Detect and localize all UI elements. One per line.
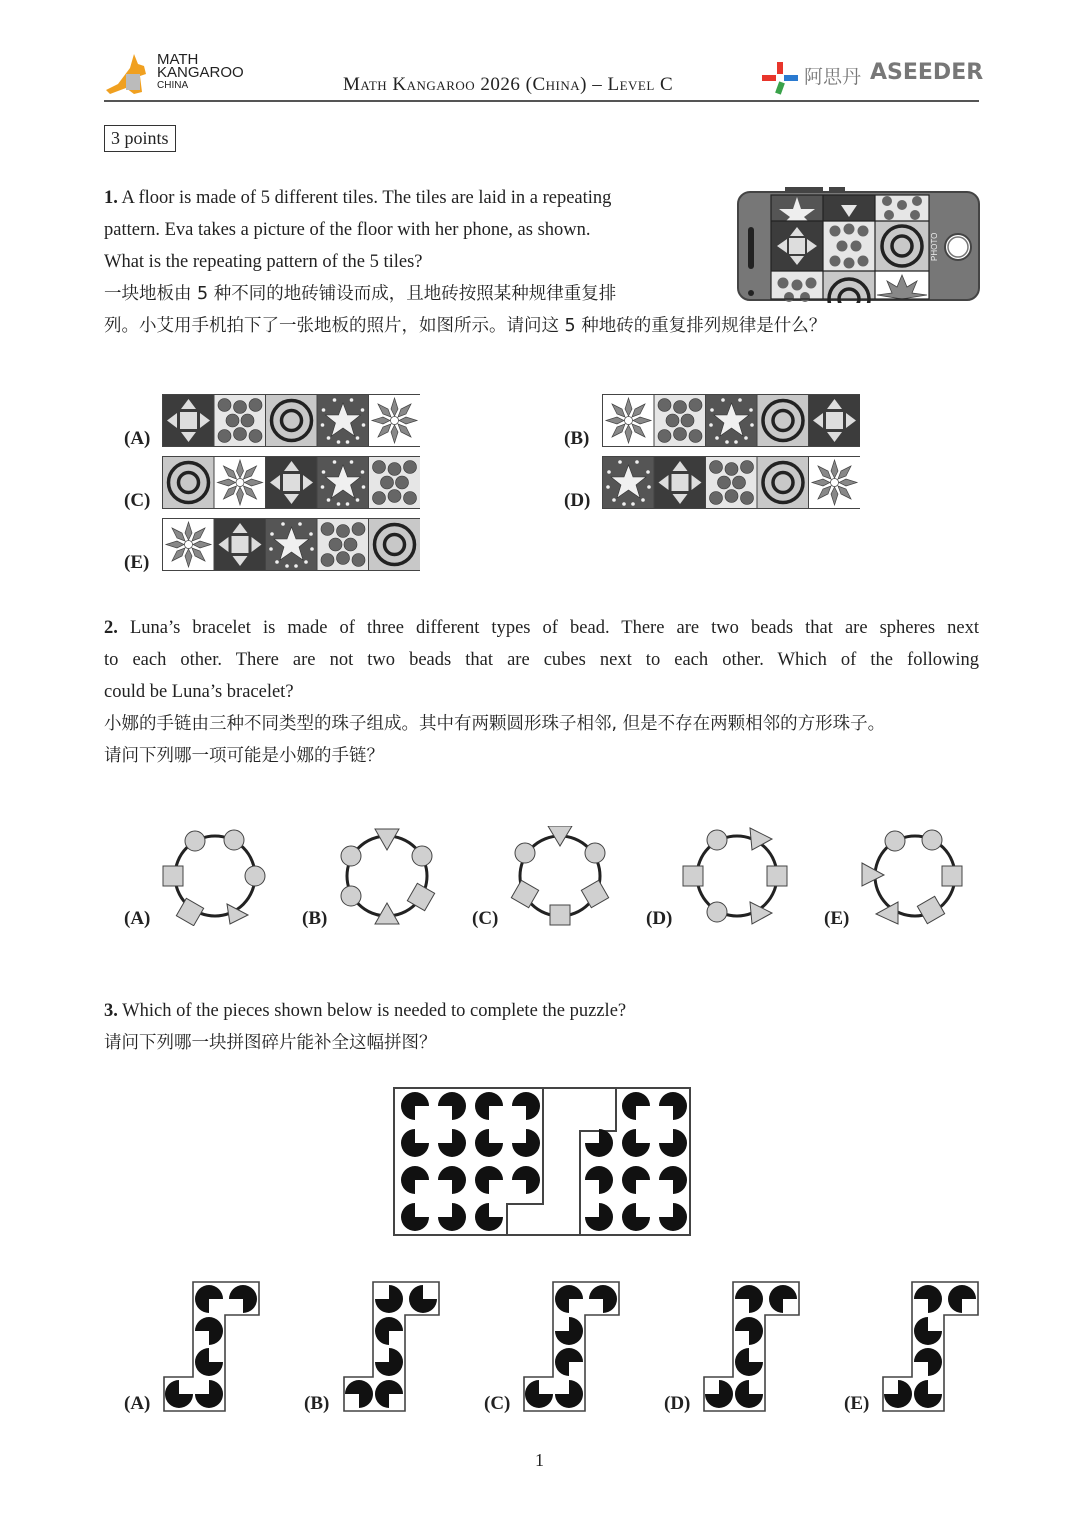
q2-line-en-2: to each other. There are not two beads that are cubes next to each other. Which of the following: [104, 650, 979, 670]
aseeder-star-icon: [760, 58, 800, 98]
phone-figure: [737, 187, 981, 303]
q1-line-cn-2: 列。小艾用手机拍下了一张地板的照片，如图所示。请问这 5 种地砖的重复排列规律是什么？: [104, 316, 827, 336]
aseeder-en-name: ASEEDER: [870, 60, 984, 85]
q3-option-c-piece[interactable]: [523, 1281, 621, 1413]
q2-option-d-bracelet[interactable]: [680, 826, 790, 926]
q2-option-c-bracelet[interactable]: [505, 826, 615, 926]
q2-option-d-label[interactable]: (D): [646, 908, 673, 929]
page-header-title: Math Kangaroo 2026 (China) – Level C: [343, 74, 674, 95]
q2-option-e-bracelet[interactable]: [858, 826, 968, 926]
q1-line-en-1: 1. A floor is made of 5 different tiles. The tiles are laid in a repeating: [104, 188, 612, 208]
q1-option-e-strip[interactable]: [162, 518, 420, 571]
q2-line-cn-2: 请问下列哪一项可能是小娜的手链？: [104, 746, 384, 766]
q1-option-e-label[interactable]: (E): [124, 552, 150, 573]
math-kangaroo-wordmark: [157, 53, 244, 92]
question-3-text: [104, 995, 979, 1059]
q3-line-en-1: 3. Which of the pieces shown below is needed to complete the puzzle?: [104, 1001, 627, 1021]
logo-line-kangaroo: KANGAROO: [157, 64, 244, 81]
q1-option-c-strip[interactable]: [162, 456, 420, 509]
q3-option-a-label[interactable]: (A): [124, 1393, 151, 1414]
logo-line-math: MATH: [157, 51, 199, 68]
q2-option-b-bracelet[interactable]: [332, 826, 442, 926]
q3-puzzle-figure: [393, 1087, 691, 1237]
q2-option-c-label[interactable]: (C): [472, 908, 499, 929]
q2-option-a-label[interactable]: (A): [124, 908, 151, 929]
q3-option-b-piece[interactable]: [343, 1281, 441, 1413]
q3-option-b-label[interactable]: (B): [304, 1393, 330, 1414]
q1-option-c-label[interactable]: (C): [124, 490, 151, 511]
logo-line-china: CHINA: [157, 80, 189, 91]
q1-option-d-strip[interactable]: [602, 456, 860, 509]
q3-option-e-label[interactable]: (E): [844, 1393, 870, 1414]
q3-option-d-piece[interactable]: [703, 1281, 801, 1413]
question-1-text: [104, 182, 714, 310]
header-divider: [104, 100, 979, 102]
q2-option-b-label[interactable]: (B): [302, 908, 328, 929]
aseeder-cn-name: 阿思丹: [804, 66, 862, 88]
q3-option-c-label[interactable]: (C): [484, 1393, 511, 1414]
page-number: 1: [535, 1450, 544, 1470]
q2-line-cn-1: 小娜的手链由三种不同类型的珠子组成。其中有两颗圆形珠子相邻, 但是不存在两颗相邻的方形珠子。: [104, 714, 886, 734]
phone-photo-label: PHOTO: [930, 232, 939, 261]
q1-line-en-2: pattern. Eva takes a picture of the floor with her phone, as shown.: [104, 220, 591, 240]
q1-option-a-strip[interactable]: [162, 394, 420, 447]
q2-line-en-1: 2. Luna’s bracelet is made of three different types of bead. There are two beads that are spheres next: [104, 618, 980, 638]
question-2-text: [104, 612, 979, 772]
aseeder-logo: [760, 58, 982, 98]
points-section-label: 3 points: [104, 125, 176, 152]
q1-line-cn-1: 一块地板由 5 种不同的地砖铺设而成，且地砖按照某种规律重复排: [104, 284, 617, 304]
kangaroo-icon: [104, 52, 160, 98]
q3-option-a-piece[interactable]: [163, 1281, 261, 1413]
q1-line-en-3: What is the repeating pattern of the 5 tiles?: [104, 252, 423, 272]
q2-option-e-label[interactable]: (E): [824, 908, 850, 929]
q1-option-b-label[interactable]: (B): [564, 428, 590, 449]
q3-line-cn-1: 请问下列哪一块拼图碎片能补全这幅拼图？: [104, 1033, 437, 1053]
q1-option-b-strip[interactable]: [602, 394, 860, 447]
q1-option-d-label[interactable]: (D): [564, 490, 591, 511]
q3-option-e-piece[interactable]: [882, 1281, 980, 1413]
q2-option-a-bracelet[interactable]: [160, 826, 270, 926]
q3-option-d-label[interactable]: (D): [664, 1393, 691, 1414]
q1-option-a-label[interactable]: (A): [124, 428, 151, 449]
q2-line-en-3: could be Luna’s bracelet?: [104, 682, 294, 702]
